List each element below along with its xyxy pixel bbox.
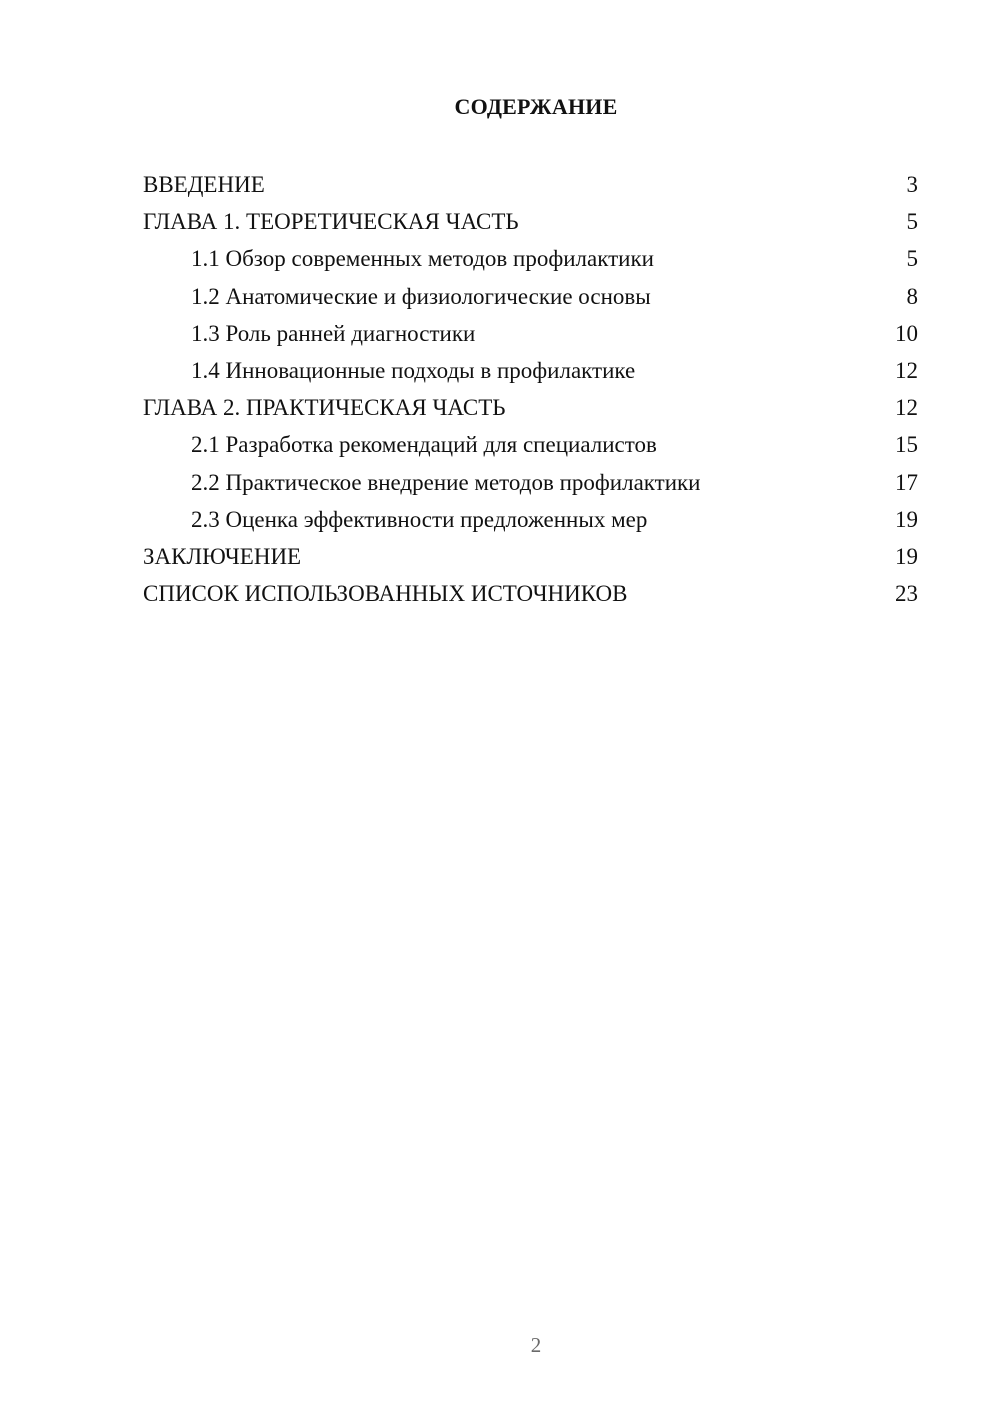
toc-entry-page: 10: [895, 320, 918, 346]
toc-entry-page: 12: [895, 357, 918, 383]
toc-entry-title: 1.2 Анатомические и физиологические основы: [191, 283, 651, 309]
toc-entry-title: 2.3 Оценка эффективности предложенных мер: [191, 506, 648, 532]
toc-entry-title: СПИСОК ИСПОЛЬЗОВАННЫХ ИСТОЧНИКОВ: [143, 581, 628, 607]
toc-entry-page: 5: [906, 246, 918, 272]
toc-entry-page: 8: [906, 283, 918, 309]
toc-entry-title: ГЛАВА 2. ПРАКТИЧЕСКАЯ ЧАСТЬ: [143, 395, 506, 421]
toc-entry-title: ГЛАВА 1. ТЕОРЕТИЧЕСКАЯ ЧАСТЬ: [143, 209, 519, 235]
toc-entry-title: ВВЕДЕНИЕ: [143, 172, 265, 197]
toc-entry-section-1-3: [143, 315, 918, 352]
toc-entry-section-1-1: [143, 240, 918, 277]
toc-entry-section-2-2: [143, 464, 918, 501]
toc-entry-page: 17: [895, 469, 918, 495]
toc-entry-page: 19: [895, 543, 918, 569]
toc-entry-conclusion: [143, 538, 918, 575]
toc-entry-chapter-2: [143, 389, 918, 426]
toc-entry-page: 15: [895, 432, 918, 458]
toc-entry-section-2-3: [143, 501, 918, 538]
toc-entry-section-1-4: [143, 352, 918, 389]
toc-entry-title: 1.3 Роль ранней диагностики: [191, 320, 476, 346]
toc-entry-section-1-2: [143, 278, 918, 315]
toc-entry-title: 1.4 Инновационные подходы в профилактике: [191, 357, 636, 383]
toc-entry-page: 19: [895, 506, 918, 532]
page-number: 2: [530, 1333, 542, 1357]
toc-heading: СОДЕРЖАНИЕ: [454, 94, 618, 119]
toc-entry-section-2-1: [143, 426, 918, 463]
toc-entry-title: ЗАКЛЮЧЕНИЕ: [143, 543, 302, 569]
toc-entry-page: 12: [895, 395, 918, 421]
table-of-contents: [143, 166, 918, 612]
toc-entry-chapter-1: [143, 203, 918, 240]
toc-entry-references: [143, 575, 918, 612]
toc-entry-title: 2.2 Практическое внедрение методов профилактики: [191, 469, 701, 495]
toc-entry-introduction: [143, 166, 918, 203]
toc-entry-title: 2.1 Разработка рекомендаций для специалистов: [191, 432, 657, 458]
toc-entry-title: 1.1 Обзор современных методов профилактики: [191, 246, 654, 272]
toc-entry-page: 3: [906, 172, 918, 197]
toc-entry-page: 5: [906, 209, 918, 235]
toc-entry-page: 23: [895, 581, 918, 607]
